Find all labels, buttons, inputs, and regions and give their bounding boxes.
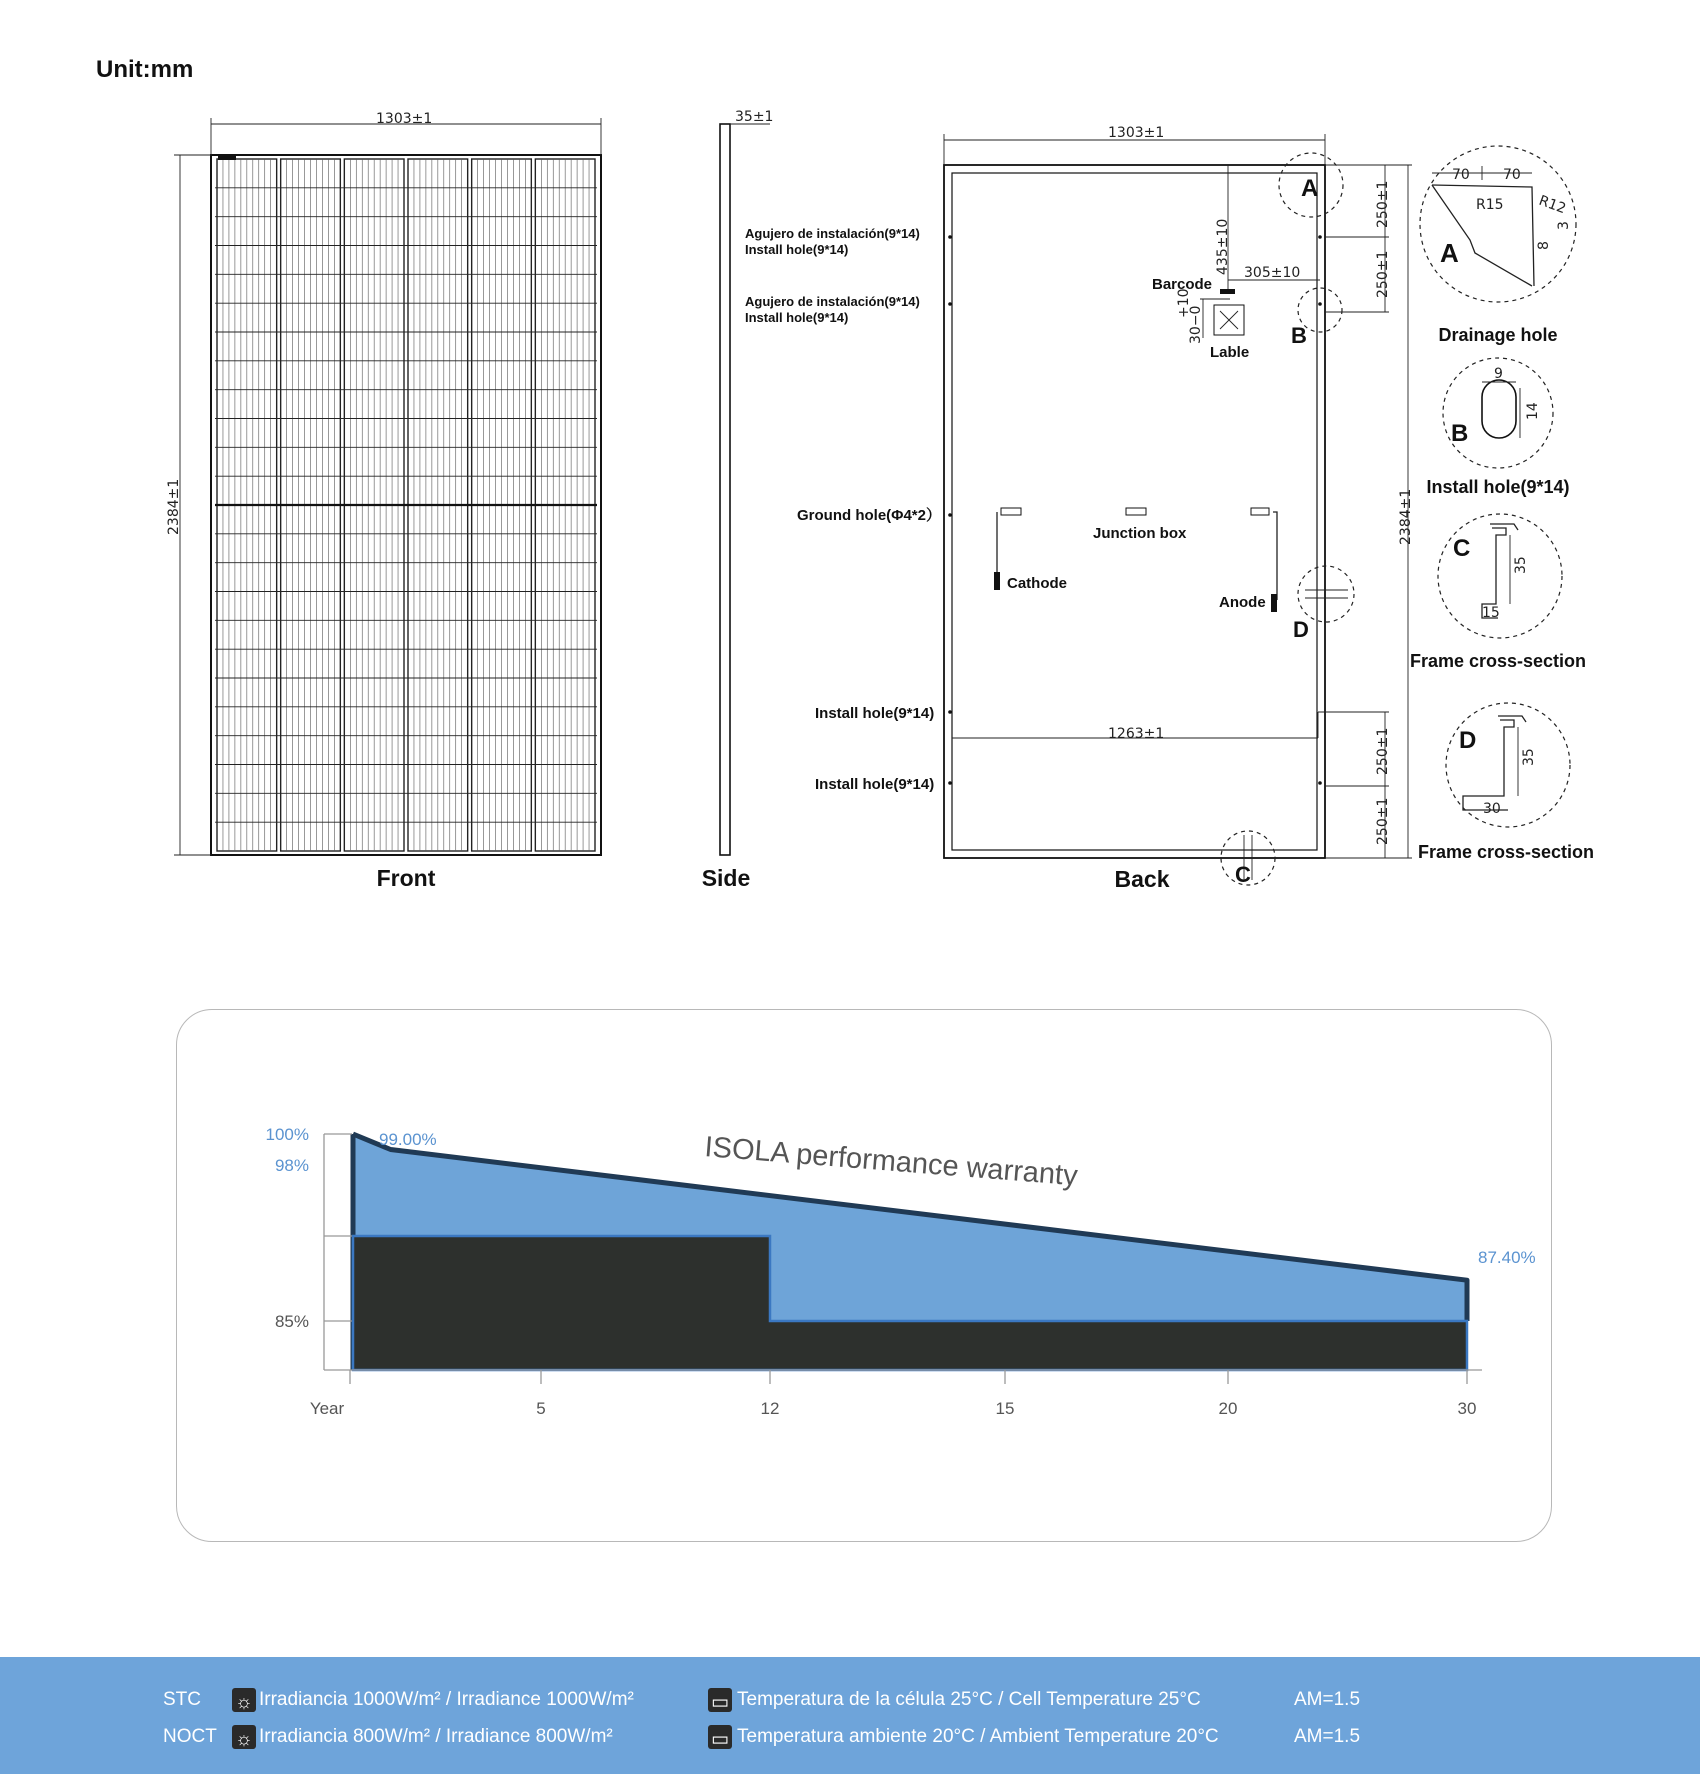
lable-label: Lable <box>1210 344 1250 361</box>
anode-label: Anode <box>1219 594 1266 611</box>
detail-a-caption: Drainage hole <box>1438 325 1558 345</box>
back-view <box>745 125 1414 892</box>
barcode-x-dim: 305±10 <box>1244 265 1301 281</box>
detail-b-dim-14: 14 <box>1525 402 1541 420</box>
stc-am: AM=1.5 <box>1294 1689 1361 1710</box>
detail-c-dim-35: 35 <box>1513 556 1529 574</box>
chart-title: ISOLA performance warranty <box>703 1131 1079 1193</box>
x-tick-label: 15 <box>995 1399 1015 1418</box>
hole-spacing-dim-4: 250±1 <box>1375 797 1391 845</box>
detail-b-dim-9: 9 <box>1494 366 1503 382</box>
hole-spacing-dim-2: 250±1 <box>1375 250 1391 298</box>
y-tick-label: 100% <box>265 1125 309 1144</box>
front-label: Front <box>376 865 436 891</box>
detail-a-dim-r15: R15 <box>1476 197 1504 213</box>
noct-label: NOCT <box>163 1726 217 1747</box>
value-label-end: 87.40% <box>1478 1248 1536 1267</box>
callout-a: A <box>1301 175 1319 202</box>
back-width-dim: 1303±1 <box>1108 125 1165 141</box>
detail-c-caption: Frame cross-section <box>1409 651 1587 671</box>
sun-icon: ☼ <box>232 1688 256 1712</box>
detail-c-letter: C <box>1453 535 1471 562</box>
warranty-chart <box>177 1010 1553 1543</box>
stc-temperature: Temperatura de la célula 25°C / Cell Temperature 25°C <box>737 1689 1201 1710</box>
detail-a-dim-8: 8 <box>1536 241 1552 250</box>
x-tick-label: Year <box>309 1399 345 1418</box>
back-height-dim: 2384±1 <box>1398 488 1414 545</box>
detail-b-caption: Install hole(9*14) <box>1426 477 1570 497</box>
install-hole-label-es-1: Agujero de instalación(9*14) <box>745 226 920 241</box>
detail-a-dim-r12: R12 <box>1536 192 1568 218</box>
stc-irradiance: Irradiancia 1000W/m² / Irradiance 1000W/m² <box>259 1689 634 1710</box>
install-hole-slot <box>1482 380 1516 438</box>
battery-temperature-icon: ▭ <box>708 1688 732 1712</box>
detail-a <box>1420 146 1576 345</box>
x-tick-label: 20 <box>1218 1399 1238 1418</box>
detail-d-letter: D <box>1459 727 1477 754</box>
detail-a-letter: A <box>1440 238 1459 268</box>
side-label: Side <box>701 865 751 891</box>
install-hole-label-en-2: Install hole(9*14) <box>745 310 849 325</box>
detail-b-letter: B <box>1451 420 1469 447</box>
lable-dim-bottom: 30−0 <box>1188 305 1204 344</box>
x-tick-label: 12 <box>760 1399 780 1418</box>
sun-icon: ☼ <box>232 1725 256 1749</box>
detail-d-dim-30: 30 <box>1483 801 1501 817</box>
hole-spacing-dim-3: 250±1 <box>1375 727 1391 775</box>
callout-b: B <box>1291 323 1307 348</box>
callout-c: C <box>1235 862 1251 887</box>
cathode-label: Cathode <box>1007 575 1067 592</box>
junction-box-label: Junction box <box>1093 525 1187 542</box>
front-view <box>166 111 601 891</box>
x-tick-label: 5 <box>536 1399 546 1418</box>
unit-label: Unit:mm <box>96 56 194 83</box>
detail-d-dim-35: 35 <box>1521 748 1537 766</box>
barcode-offset-dim: 435±10 <box>1215 218 1231 275</box>
barcode-label: Barcode <box>1152 276 1213 293</box>
install-hole-label-en-1: Install hole(9*14) <box>745 242 849 257</box>
detail-c-dim-15: 15 <box>1482 605 1500 621</box>
noct-irradiance: Irradiancia 800W/m² / Irradiance 800W/m² <box>259 1726 613 1747</box>
test-conditions-bar <box>0 1657 1700 1774</box>
detail-a-dim-70-left: 70 <box>1452 167 1470 183</box>
callout-d: D <box>1293 617 1309 642</box>
install-hole-label-es-2: Agujero de instalación(9*14) <box>745 294 920 309</box>
detail-d-caption: Frame cross-section <box>1417 842 1595 862</box>
ground-hole-label: Ground hole(Φ4*2） <box>797 507 941 524</box>
front-height-dim: 2384±1 <box>166 478 182 535</box>
noct-am: AM=1.5 <box>1294 1726 1361 1747</box>
y-tick-label: 98% <box>274 1156 309 1175</box>
detail-c <box>1410 514 1586 671</box>
battery-temperature-icon: ▭ <box>708 1725 732 1749</box>
install-hole-label-3: Install hole(9*14) <box>815 705 935 722</box>
noct-row <box>0 1722 1700 1752</box>
front-width-dim: 1303±1 <box>376 111 433 127</box>
back-label: Back <box>1114 866 1170 892</box>
back-inner-width-dim: 1263±1 <box>1108 726 1165 742</box>
side-thickness-dim: 35±1 <box>735 109 774 125</box>
side-profile <box>720 124 730 855</box>
barcode <box>1220 289 1235 294</box>
y-tick-label: 85% <box>274 1312 309 1331</box>
install-hole-label-4: Install hole(9*14) <box>815 776 935 793</box>
hole-spacing-dim-1: 250±1 <box>1375 180 1391 228</box>
x-tick-label: 30 <box>1457 1399 1477 1418</box>
stc-row <box>0 1685 1700 1715</box>
detail-b <box>1426 358 1569 497</box>
warranty-chart-card <box>176 1009 1552 1542</box>
detail-a-dim-70-right: 70 <box>1503 167 1521 183</box>
detail-a-dim-3: 3 <box>1556 221 1572 230</box>
detail-d <box>1418 703 1594 862</box>
lable-dim-top: +10 <box>1176 288 1192 318</box>
value-label-start: 99.00% <box>379 1130 437 1149</box>
stc-label: STC <box>163 1689 201 1710</box>
noct-temperature: Temperatura ambiente 20°C / Ambient Temperature 20°C <box>737 1726 1219 1747</box>
